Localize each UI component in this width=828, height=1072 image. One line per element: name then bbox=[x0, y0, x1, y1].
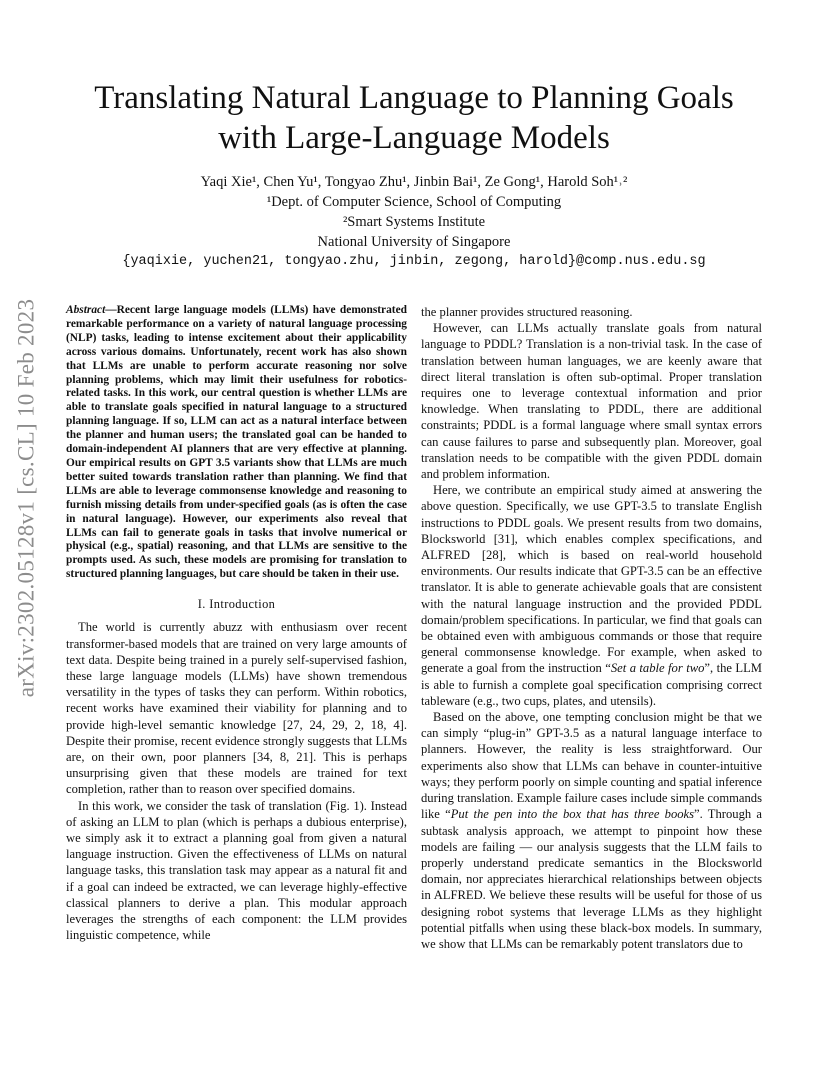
title-line-2: with Large-Language Models bbox=[218, 120, 610, 156]
right-paragraph-0: the planner provides structured reasoning. bbox=[421, 305, 633, 319]
p2-text-b: ”, the LLM is able to furnish a complete goal specification comprising correct tableware (e.g., two cups, plates, and utensils). bbox=[421, 661, 762, 708]
abstract-label: Abstract bbox=[66, 304, 106, 316]
author-emails: {yaqixie, yuchen21, tongyao.zhu, jinbin, zegong, harold}@comp.nus.edu.sg bbox=[122, 254, 706, 269]
abstract bbox=[66, 304, 407, 582]
p2-quote: Set a table for two bbox=[610, 661, 705, 676]
affiliation-1: ¹Dept. of Computer Science, School of Computing bbox=[266, 194, 562, 210]
intro-paragraph-2: In this work, we consider the task of translation (Fig. 1). Instead of asking an LLM to plan (which is perhaps a dubious enterprise), we simply ask it to extract a planning goal from given a natural language instruction. Given the effectiveness of LLMs on natural language tasks, this translation task may appear as a natural fit and if a goal can indeed be extracted, we can leverage highly-effective classical planners to derive a plan. This modular approach leverages the strengths of each component: the LLM provides linguistic competence, while bbox=[66, 798, 407, 943]
abstract-text: —Recent large language models (LLMs) have demonstrated remarkable performance on a variety of natural language processing (NLP) tasks, leading to intense excitement about their applicability across various domains. Unfortunately, recent work has also shown that LLMs are unable to perform accurate reasoning nor solve planning problems, which may limit their usefulness for robotics-related tasks. In this work, our central question is whether LLMs are able to translate goals specified in natural language to a structured planning language. If so, LLM can act as a natural interface between the planner and human users; the translated goal can be handed to domain-independent AI planners that are very effective at planning. Our empirical results on GPT 3.5 variants show that LLMs are much better suited towards translation rather than planning. We find that LLMs are able to leverage commonsense knowledge and reasoning to furnish missing details from under-specified goals (as is often the case in natural language). However, our experiments also reveal that LLMs can fail to generate goals in tasks that involve numerical or physical (e.g., spatial) reasoning, and that LLMs are sensitive to the prompts used. As such, these models are promising for translation to structured planning languages, but care should be taken in their use. bbox=[66, 304, 407, 581]
arxiv-sidebar bbox=[8, 288, 44, 708]
intro-paragraph-1: The world is currently abuzz with enthusiasm over recent transformer-based models that are trained on very large amounts of text data. Despite being trained in a purely self-supervised fashion, these large language models (LLMs) have shown tremendous versatility in the types of tasks they can perform. Within robotics, recent works have examined their viability for planning and to provide high-level semantic knowledge [27, 24, 29, 2, 18, 4]. Despite their promise, recent evidence strongly suggests that LLMs are, on their own, poor planners [34, 8, 21]. This is perhaps unsurprising given that these models are trained for text completion, rather than to reason over specified domains. bbox=[66, 620, 407, 797]
p3-text-a: Based on the above, one tempting conclusion might be that we can simply “plug-in” GPT-3.5 as a natural language interface to planners. However, the reality is less straightforward. Our experiments also show that LLMs can behave in counter-intuitive ways; they perform poorly on simple counting and spatial inference during translation. Example failure cases include simple commands like “ bbox=[421, 710, 762, 822]
paper-title bbox=[60, 78, 768, 158]
p2-text-a: Here, we contribute an empirical study aimed at answering the above question. Specifically, we use GPT-3.5 to translate English instructions to PDDL goals. We present results from two domains, Blocksworld [31], which enables complex specifications, and ALFRED [28], which is based on real-world household environments. Our results indicate that GPT-3.5 can be an effective translator. It is able to generate achievable goals that are consistent with the natural language instruction and the provided PDDL domain/problem specifications. In particular, we find that goals can be obtained even with ambiguous commands or those that require general commonsense knowledge. For example, when asked to generate a goal from the instruction “ bbox=[421, 483, 762, 676]
right-paragraph-1: However, can LLMs actually translate goals from natural language to PDDL? Translation is a non-trivial task. In the case of translation between human languages, we are keenly aware that direct literal translation is often sub-optimal. Proper translation requires one to leverage contextual information and prior knowledge. When translating to PDDL, there are additional constraints; PDDL is a formal language where small syntax errors can cause failures to parse and subsequently plan. Moreover, goal translation needs to be compatible with the given PDDL domain and problem information. bbox=[421, 321, 762, 482]
p3-text-b: ”. Through a subtask analysis approach, we attempt to pinpoint how these models are failing — our analysis suggests that the LLM fails to properly understand predicate semantics in the Blocksworld domain, nor appreciates hierarchical relationships between objects in ALFRED. We believe these results will be useful for those of us designing robot systems that leverage LLMs as they highlight potential pitfalls when using these black-box models. In summary, we show that LLMs can be remarkably potent translators due to bbox=[421, 807, 763, 951]
left-column bbox=[66, 304, 407, 943]
right-paragraph-3 bbox=[421, 709, 762, 952]
author-block bbox=[60, 172, 768, 272]
arxiv-identifier: arXiv:2302.05128v1 [cs.CL] 10 Feb 2023 bbox=[13, 298, 38, 698]
affiliation-3: National University of Singapore bbox=[317, 234, 511, 250]
author-list: Yaqi Xie¹, Chen Yu¹, Tongyao Zhu¹, Jinbin Bai¹, Ze Gong¹, Harold Soh¹˒² bbox=[200, 174, 628, 190]
right-column bbox=[421, 304, 762, 952]
affiliation-2: ²Smart Systems Institute bbox=[342, 214, 486, 230]
section-heading-introduction: I. Introduction bbox=[197, 597, 276, 612]
title-line-1: Translating Natural Language to Planning Goals bbox=[94, 80, 734, 116]
right-paragraph-2 bbox=[421, 482, 762, 709]
p3-quote: Put the pen into the box that has three books bbox=[450, 807, 695, 822]
